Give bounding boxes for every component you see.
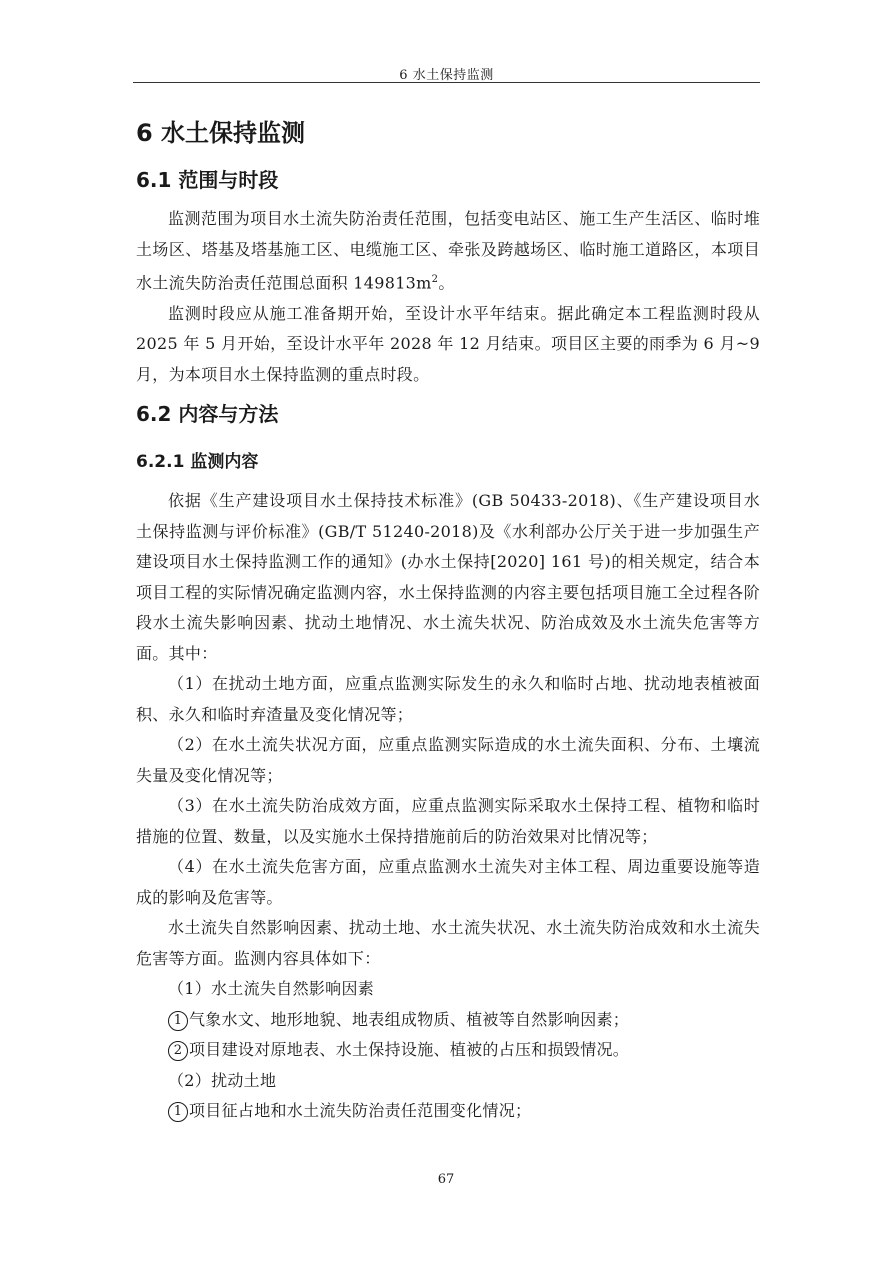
list-item-text: 项目建设对原地表、水土保持设施、植被的占压和损毁情况。 <box>189 1040 630 1060</box>
running-header: 6 水土保持监测 <box>399 68 494 83</box>
list-heading-natural-factors: （1）水土流失自然影响因素 <box>168 979 375 999</box>
list-item <box>136 1035 760 1066</box>
page-number: 67 <box>437 1172 455 1187</box>
paragraph-scope-text: 监测范围为项目水土流失防治责任范围，包括变电站区、施工生产生活区、临时堆土场区、塔基及塔基施工区、电缆施工区、牵张及跨越场区、临时施工道路区，本项目水土流失防治责任范围总面积 149813m <box>136 209 760 293</box>
list-item: （1）在扰动土地方面，应重点监测实际发生的永久和临时占地、扰动地表植被面积、永久和临时弃渣量及变化情况等； <box>136 674 760 724</box>
list-item: （3）在水土流失防治成效方面，应重点监测实际采取水土保持工程、植物和临时措施的位置、数量，以及实施水土保持措施前后的防治效果对比情况等； <box>136 796 760 846</box>
section-title-6-2: 6.2 内容与方法 <box>136 402 279 427</box>
list-item <box>136 1005 760 1036</box>
paragraph-scope-end: 。 <box>438 273 455 293</box>
circled-number: 2 <box>168 1041 188 1061</box>
paragraph-scope <box>136 204 760 299</box>
list-item-text: 项目征占地和水土流失防治责任范围变化情况； <box>189 1101 532 1121</box>
page-content <box>136 110 760 1127</box>
circled-number: 1 <box>168 1102 188 1122</box>
paragraph-summary: 水土流失自然影响因素、扰动土地、水土流失状况、水土流失防治成效和水土流失危害等方面。监测内容具体如下： <box>136 918 760 968</box>
list-heading-disturbed-land: （2）扰动土地 <box>168 1070 277 1090</box>
list-item: （4）在水土流失危害方面，应重点监测水土流失对主体工程、周边重要设施等造成的影响及危害等。 <box>136 857 760 907</box>
list-item <box>136 1096 760 1127</box>
chapter-title: 6 水土保持监测 <box>136 119 306 147</box>
list-item: （2）在水土流失状况方面，应重点监测实际造成的水土流失面积、分布、土壤流失量及变化情况等； <box>136 735 760 785</box>
section-title-6-1: 6.1 范围与时段 <box>136 168 279 192</box>
paragraph-period: 监测时段应从施工准备期开始，至设计水平年结束。据此确定本工程监测时段从 2025 年 5 月开始，至设计水平年 2028 年 12 月结束。项目区主要的雨季为 6 月~9 月，为本项目水土保持监测的重点时段。 <box>136 303 760 384</box>
list-item-text: 气象水文、地形地貌、地表组成物质、植被等自然影响因素； <box>189 1009 630 1029</box>
section-title-6-2-1: 6.2.1 监测内容 <box>136 452 259 473</box>
paragraph-basis: 依据《生产建设项目水土保持技术标准》(GB 50433-2018)、《生产建设项目水土保持监测与评价标准》(GB/T 51240-2018)及《水利部办公厅关于进一步加强生产建设项目水土保持监测工作的通知》(办水土保持[2020] 161 号)的相关规定，结合本项目工程的实际情况确定监测内容，水土保持监测的内容主要包括项目施工全过程各阶段水土流失影响因素、扰动土地情况、水土流失状况、防治成效及水土流失危害等方面。其中： <box>136 491 760 663</box>
superscript-2: 2 <box>431 274 439 285</box>
header-divider <box>133 82 760 83</box>
circled-number: 1 <box>168 1011 188 1031</box>
